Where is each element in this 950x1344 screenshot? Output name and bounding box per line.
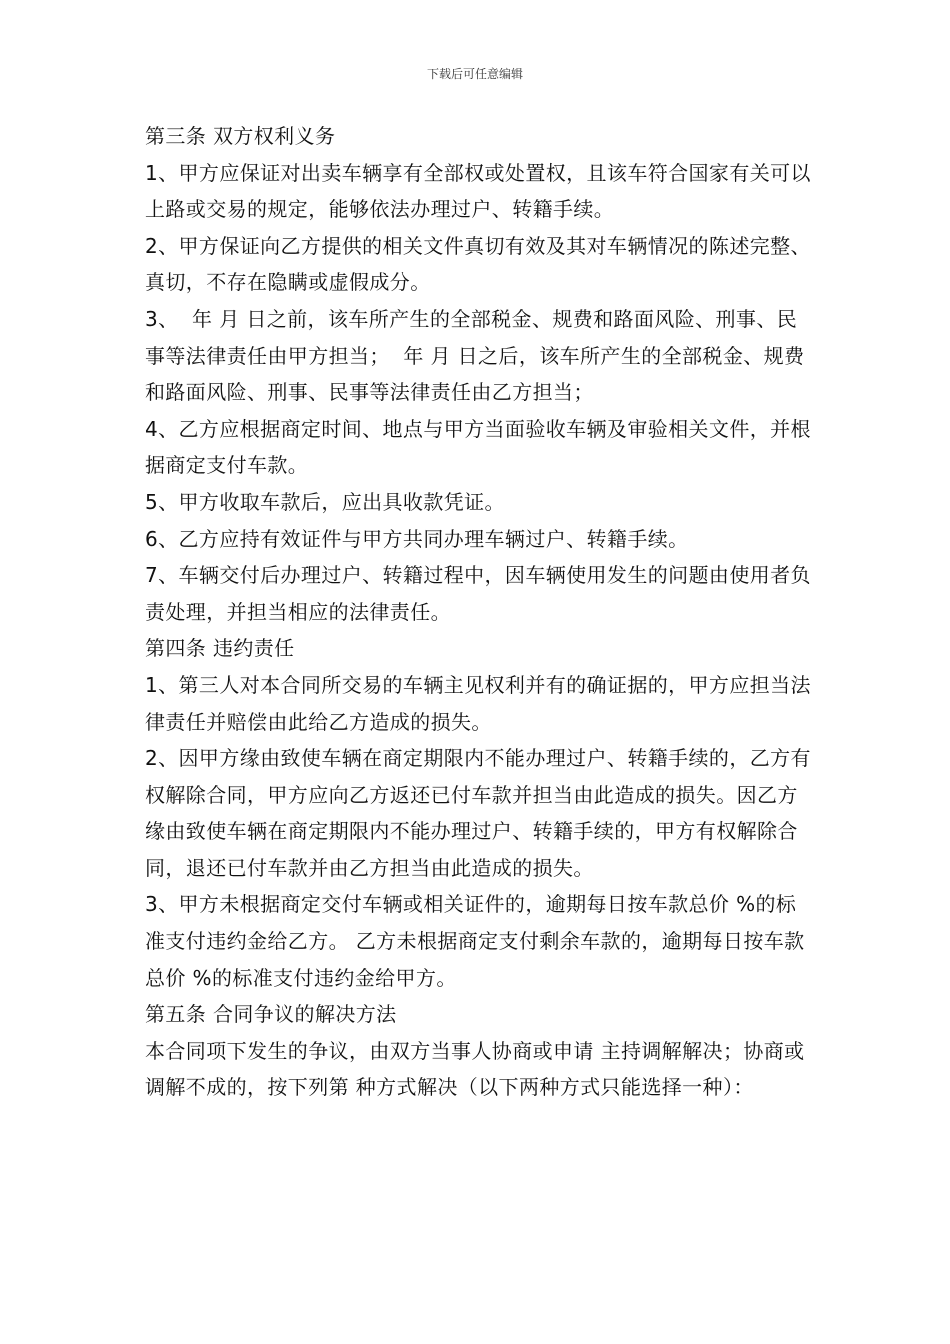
article-3-clause-5: 5、甲方收取车款后，应出具收款凭证。 (145, 489, 505, 514)
article-3-clause-6: 6、乙方应持有效证件与甲方共同办理车辆过户、转籍手续。 (145, 526, 689, 551)
article-4-clause-3: 3、甲方未根据商定交付车辆或相关证件的，逾期每日按车款总价 %的标准支付违约金给乙方。 乙方未根据商定支付剩余车款的，逾期每日按车款总价 %的标准支付违约金给甲方。 (145, 892, 805, 990)
document-body (145, 118, 815, 1106)
page-header-note: 下载后可任意编辑 (426, 67, 523, 81)
article-4-title: 第四条 违约责任 (145, 636, 295, 661)
article-3-clause-3: 3、 年 月 日之前，该车所产生的全部税金、规费和路面风险、刑事、民事等法律责任由甲方担当； 年 月 日之后，该车所产生的全部税金、规费和路面风险、刑事、民事等法律责任由乙方担当； (145, 306, 805, 405)
article-4-clause-2: 2、因甲方缘由致使车辆在商定期限内不能办理过户、转籍手续的，乙方有权解除合同，甲方应向乙方返还已付车款并担当由此造成的损失。因乙方缘由致使车辆在商定期限内不能办理过户、转籍手续的，甲方有权解除合同，退还已付车款并由乙方担当由此造成的损失。 (145, 746, 811, 880)
article-5-title: 第五条 合同争议的解决方法 (145, 1002, 397, 1027)
article-3-clause-1: 1、甲方应保证对出卖车辆享有全部权或处置权，且该车符合国家有关可以上路或交易的规定，能够依法办理过户、转籍手续。 (145, 160, 811, 222)
article-3-clause-4: 4、乙方应根据商定时间、地点与甲方当面验收车辆及审验相关文件，并根据商定支付车款。 (145, 416, 811, 478)
article-5-paragraph-1: 本合同项下发生的争议，由双方当事人协商或申请 主持调解解决；协商或调解不成的，按下列第 种方式解决（以下两种方式只能选择一种）： (145, 1038, 805, 1100)
article-3-clause-2: 2、甲方保证向乙方提供的相关文件真切有效及其对车辆情况的陈述完整、真切，不存在隐瞒或虚假成分。 (145, 233, 811, 295)
article-4-clause-1: 1、第三人对本合同所交易的车辆主见权利并有的确证据的，甲方应担当法律责任并赔偿由此给乙方造成的损失。 (145, 672, 811, 734)
article-3-title: 第三条 双方权利义务 (145, 124, 336, 148)
article-3-clause-7: 7、车辆交付后办理过户、转籍过程中，因车辆使用发生的问题由使用者负责处理，并担当相应的法律责任。 (145, 563, 811, 624)
